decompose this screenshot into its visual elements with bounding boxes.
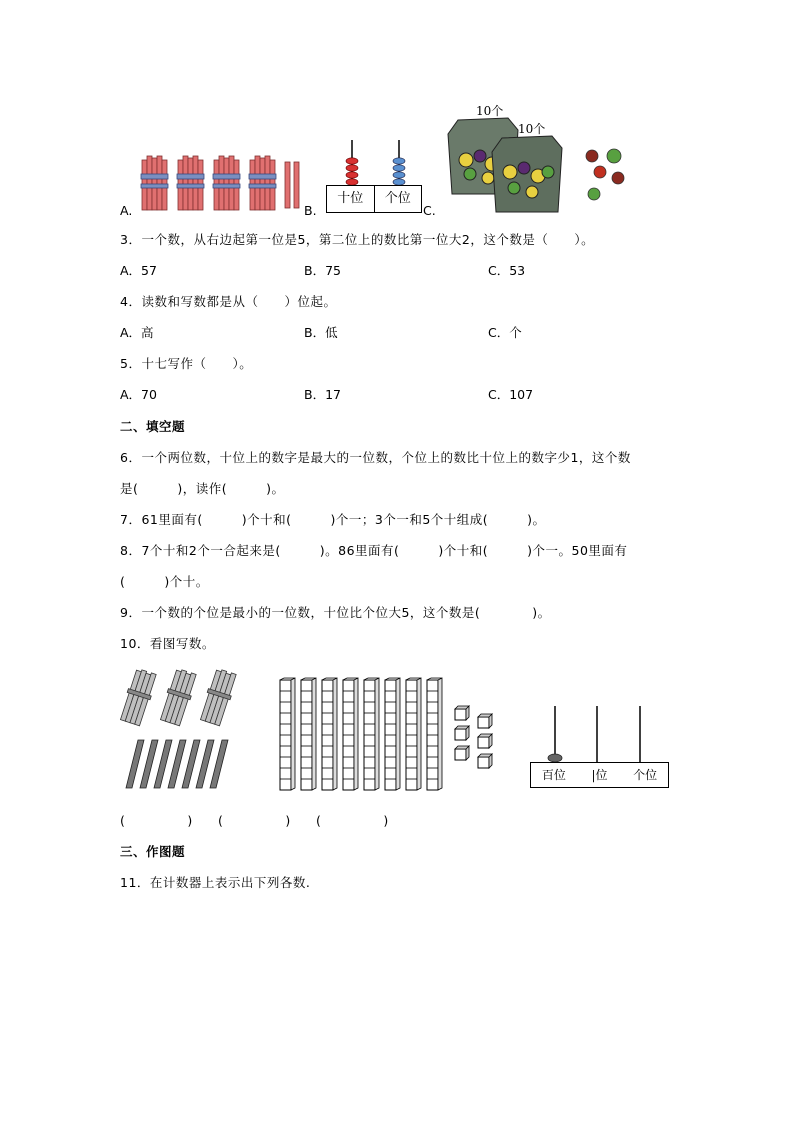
q10-answer-1[interactable]: ( ) — [120, 813, 193, 828]
q3-option-a[interactable]: A．57 — [120, 263, 157, 278]
fruit-bags-drawing — [444, 114, 634, 214]
q5-option-b[interactable]: B．17 — [304, 387, 341, 402]
single-cube — [478, 734, 492, 748]
q2-option-a-label: A. — [120, 203, 133, 218]
q5-option-a[interactable]: A．70 — [120, 387, 157, 402]
section-drawing-title: 三、作图题 — [120, 844, 186, 859]
grey-bundle — [199, 668, 239, 726]
q2-option-c-label: C. — [423, 203, 436, 218]
single-cube — [478, 754, 492, 768]
stick-bundle — [213, 156, 240, 210]
hundreds-label: 百位 — [541, 768, 566, 782]
ten-cube-column — [322, 678, 337, 790]
question-5: 5．十七写作（ ）。 — [120, 356, 253, 371]
single-cube — [455, 746, 469, 760]
question-11: 11．在计数器上表示出下列各数. — [120, 875, 311, 890]
abacus-label-box — [326, 185, 422, 213]
fruit-bag — [492, 136, 562, 212]
stick-bundle — [177, 156, 204, 210]
ones-label: 个位 — [633, 768, 658, 782]
q10-answer-3[interactable]: ( ) — [316, 813, 389, 828]
ten-cube-column — [406, 678, 421, 790]
q10-cube-columns — [276, 676, 502, 792]
ten-cube-column — [280, 678, 295, 790]
question-6-line-1: 6．一个两位数，十位上的数字是最大的一位数，个位上的数比十位上的数字少1，这个数 — [120, 450, 631, 465]
question-6-line-2: 是( )，读作( )。 — [120, 481, 285, 496]
q10-answer-2[interactable]: ( ) — [218, 813, 291, 828]
ten-cube-column — [427, 678, 442, 790]
single-cube — [455, 726, 469, 740]
abacus-rods — [326, 138, 422, 188]
bag-label: 10个 — [476, 104, 504, 118]
loose-fruits — [586, 149, 624, 200]
stick-bundles-picture — [140, 150, 305, 214]
q2-abacus — [326, 138, 422, 214]
question-7: 7．61里面有( )个十和( )个一；3个一和5个十组成( )。 — [120, 512, 546, 527]
q5-option-c[interactable]: C．107 — [488, 387, 534, 402]
q3-option-b[interactable]: B．75 — [304, 263, 341, 278]
q3-option-c[interactable]: C．53 — [488, 263, 526, 278]
counter-rods — [530, 704, 670, 764]
question-8-line-1: 8．7个十和2个一合起来是( )。86里面有( )个十和( )个一。50里面有 — [120, 543, 628, 558]
q2-fruit-bags — [444, 100, 634, 216]
q4-option-c[interactable]: C．个 — [488, 325, 522, 340]
counter-label-box — [530, 762, 669, 788]
ten-cube-column — [301, 678, 316, 790]
tens-label: |位 — [591, 768, 608, 782]
tens-label: 十位 — [327, 186, 375, 212]
question-8-line-2: ( )个十。 — [120, 574, 209, 589]
q10-stick-bundles — [118, 668, 243, 794]
grey-bundle — [119, 668, 159, 726]
ten-cube-column — [343, 678, 358, 790]
ones-label: 个位 — [384, 191, 411, 206]
stick-bundle — [249, 156, 276, 210]
blue-beads — [393, 158, 405, 185]
single-sticks — [285, 162, 299, 208]
q4-option-a[interactable]: A．高 — [120, 325, 154, 340]
question-4: 4．读数和写数都是从（ ）位起。 — [120, 294, 337, 309]
bead — [548, 754, 562, 762]
question-10: 10．看图写数。 — [120, 636, 215, 651]
single-cube — [455, 706, 469, 720]
q4-option-b[interactable]: B．低 — [304, 325, 338, 340]
bag-label: 10个 — [518, 122, 546, 136]
section-fill-in-title: 二、填空题 — [120, 419, 186, 434]
stick-bundle — [141, 156, 168, 210]
red-beads — [346, 158, 358, 185]
single-cube — [478, 714, 492, 728]
grey-bundle — [159, 668, 199, 726]
question-3: 3．一个数，从右边起第一位是5，第二位上的数比第一位大2，这个数是（ ）。 — [120, 232, 595, 247]
question-9: 9．一个数的个位是最小的一位数，十位比个位大5，这个数是( )。 — [120, 605, 551, 620]
q10-counter — [530, 704, 670, 788]
q2-option-b-label: B. — [304, 203, 317, 218]
ten-cube-column — [385, 678, 400, 790]
loose-grey-sticks — [126, 740, 228, 788]
ten-cube-column — [364, 678, 379, 790]
